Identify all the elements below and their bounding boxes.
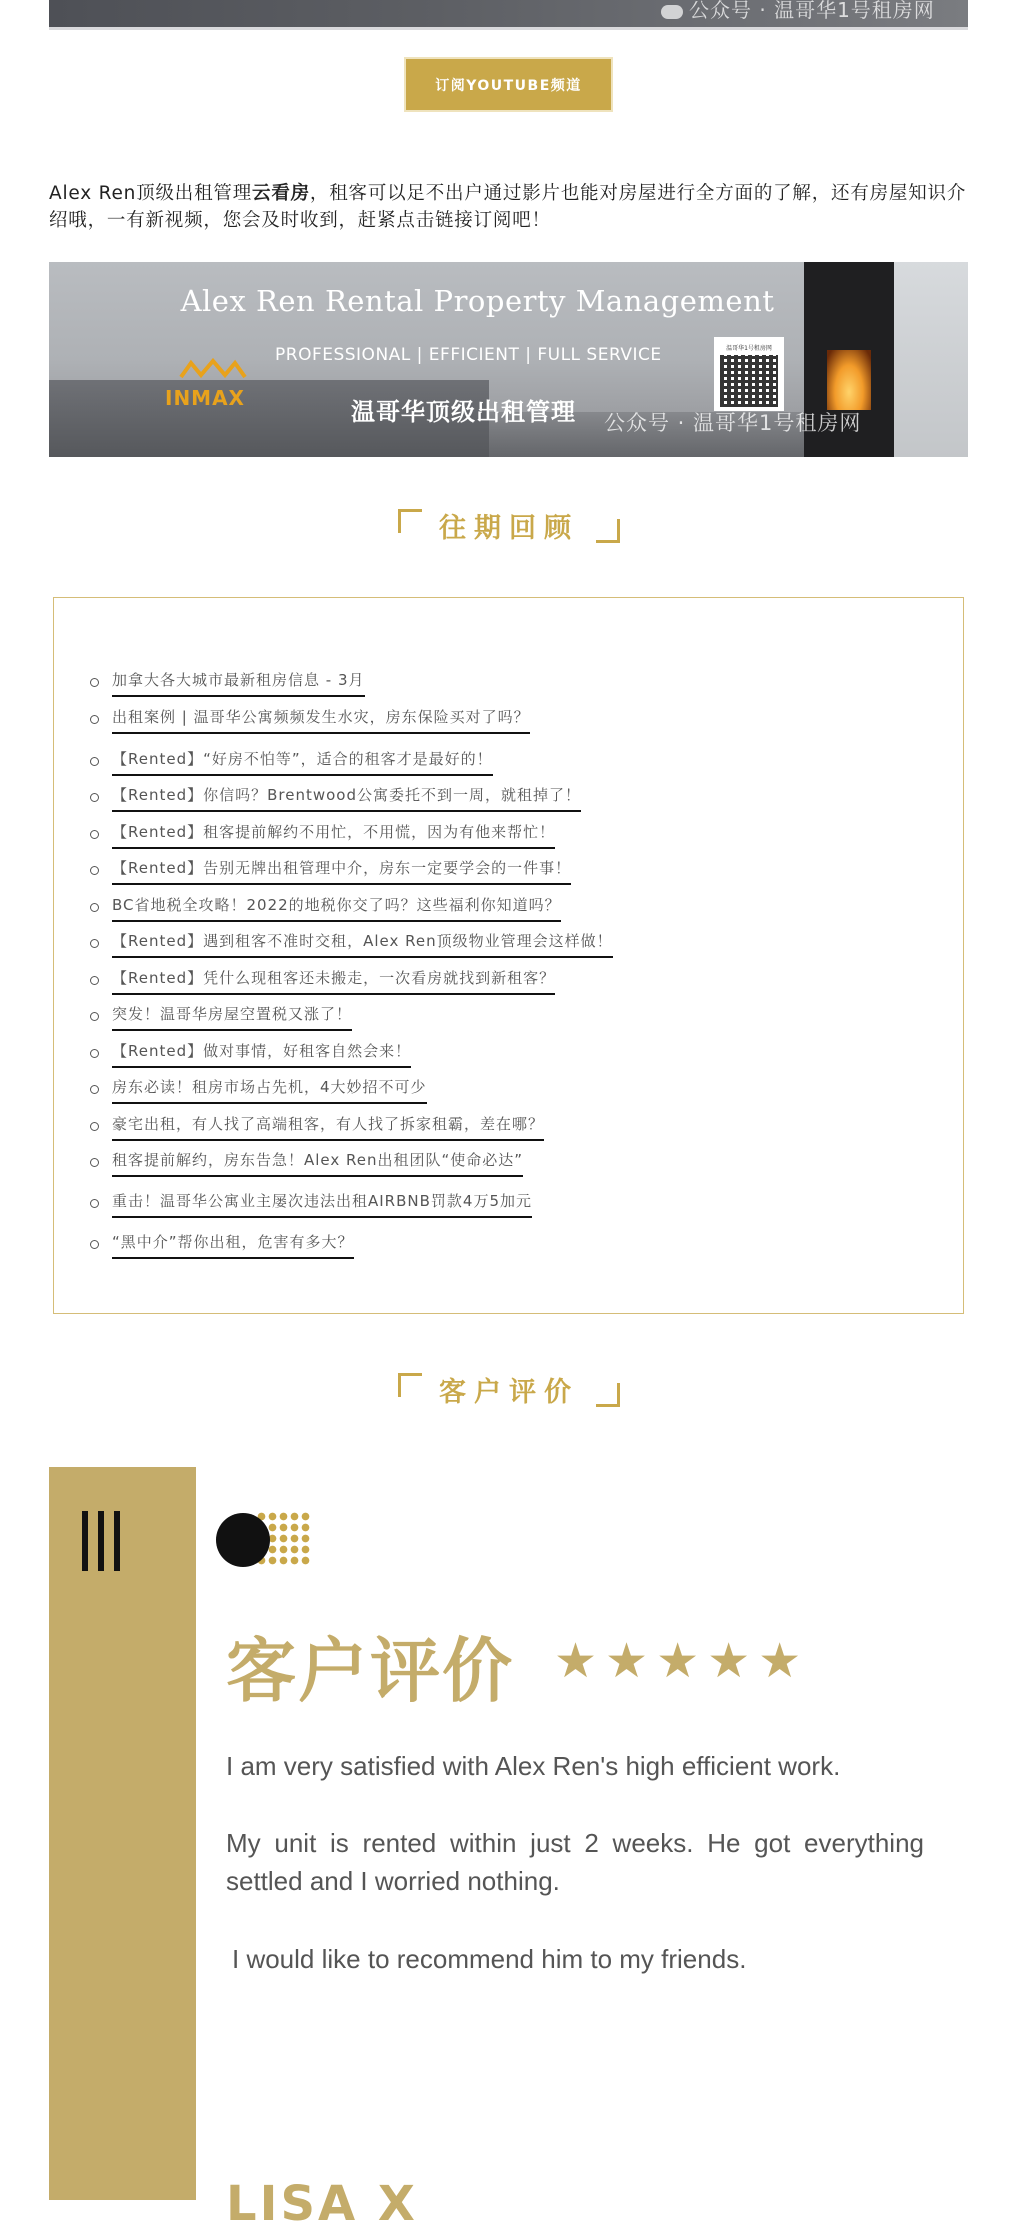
card-title: 客户评价 [226, 1630, 514, 1712]
list-item [90, 1231, 613, 1268]
list-item [90, 821, 613, 858]
bracket-left-icon [398, 509, 422, 533]
banner-subtitle: PROFESSIONAL | EFFICIENT | FULL SERVICE [275, 345, 662, 365]
top-watermark-text: 公众号 · 温哥华1号租房网 [689, 0, 935, 22]
star-icon: ★ [554, 1633, 598, 1689]
list-item [90, 706, 613, 748]
article-link[interactable]: 租客提前解约，房东告急！Alex Ren出租团队“使命必达” [112, 1149, 523, 1177]
list-item [90, 894, 613, 931]
qr-code [714, 337, 784, 411]
intro-bold: 云看房 [252, 183, 310, 204]
list-item [90, 1149, 613, 1190]
customer-review-card [49, 1467, 968, 2232]
list-item [90, 669, 613, 706]
list-item [90, 857, 613, 894]
article-link[interactable]: BC省地税全攻略！2022的地税你交了吗？这些福利你知道吗？ [112, 894, 561, 922]
past-articles-box [53, 597, 964, 1314]
bars-icon [82, 1511, 120, 1571]
banner-watermark: 公众号 · 温哥华1号租房网 [604, 411, 862, 435]
article-link[interactable]: 出租案例 | 温哥华公寓频频发生水灾，房东保险买对了吗？ [112, 706, 530, 734]
bracket-right-icon [596, 519, 620, 543]
intro-suffix: ，租客可以足不出户通过影片也能对房屋进行全方面的了解，还有房屋知识介绍哦，一有新视频，您会及时收到，赶紧点击链接订阅吧！ [49, 183, 967, 231]
banner-title: Alex Ren Rental Property Management [180, 284, 775, 318]
article-link[interactable]: 【Rented】你信吗？Brentwood公寓委托不到一周，就租掉了！ [112, 784, 581, 812]
bracket-right-icon [596, 1383, 620, 1407]
article-link[interactable]: 【Rented】租客提前解约不用忙，不用慌，因为有他来帮忙！ [112, 821, 555, 849]
past-review-title: 往期回顾 [439, 512, 579, 544]
past-articles-list [90, 669, 613, 1268]
article-link[interactable]: 【Rented】凭什么现租客还未搬走，一次看房就找到新租客？ [112, 967, 555, 995]
intro-prefix: Alex Ren顶级出租管理 [49, 183, 253, 204]
list-item [90, 967, 613, 1004]
banner-cn-title: 温哥华顶级出租管理 [351, 398, 576, 426]
article-link[interactable]: 豪宅出租，有人找了高端租客，有人找了拆家租霸，差在哪？ [112, 1113, 544, 1141]
card-side-band [49, 1467, 196, 2200]
past-review-heading [398, 507, 620, 543]
article-link[interactable]: 房东必读！租房市场占先机，4大妙招不可少 [112, 1076, 427, 1104]
banner-logo-text: INMAX [165, 386, 245, 410]
star-icon: ★ [758, 1633, 802, 1689]
bracket-left-icon [398, 1373, 422, 1397]
intro-paragraph [49, 180, 969, 234]
list-item [90, 748, 613, 785]
reviewer-signature: LISA X [226, 2176, 418, 2232]
circle-icon [216, 1513, 270, 1567]
banner-fire [827, 350, 871, 410]
article-link[interactable]: 【Rented】做对事情，好租客自然会来！ [112, 1040, 411, 1068]
list-item [90, 1113, 613, 1150]
list-item [90, 1003, 613, 1040]
top-watermark [661, 0, 935, 23]
customer-review-heading [398, 1371, 620, 1407]
review-paragraph: My unit is rented within just 2 weeks. He got everything settled and I worried nothing. [226, 1828, 924, 1896]
article-link[interactable]: 加拿大各大城市最新租房信息 - 3月 [112, 669, 365, 697]
rating-stars [554, 1633, 802, 1689]
list-item [90, 1076, 613, 1113]
article-link[interactable]: 【Rented】告别无牌出租管理中介，房东一定要学会的一件事！ [112, 857, 571, 885]
article-link[interactable]: 突发！温哥华房屋空置税又涨了！ [112, 1003, 352, 1031]
article-link[interactable]: 【Rented】遇到租客不准时交租，Alex Ren顶级物业管理会这样做！ [112, 930, 613, 958]
star-icon: ★ [656, 1633, 700, 1689]
customer-review-title: 客户评价 [439, 1376, 579, 1408]
list-item [90, 784, 613, 821]
article-link[interactable]: 重击！温哥华公寓业主屡次违法出租AIRBNB罚款4万5加元 [112, 1190, 532, 1218]
list-item [90, 1040, 613, 1077]
property-management-banner [49, 262, 968, 457]
star-icon: ★ [707, 1633, 751, 1689]
review-paragraph: I am very satisfied with Alex Ren's high efficient work. [226, 1751, 841, 1781]
star-icon: ★ [605, 1633, 649, 1689]
list-item [90, 930, 613, 967]
list-item [90, 1190, 613, 1231]
review-paragraph: I would like to recommend him to my friends. [232, 1944, 747, 1974]
top-image-strip [49, 0, 968, 30]
inmax-logo-icon [179, 357, 247, 379]
qr-code-icon [720, 355, 778, 407]
article-link[interactable]: “黑中介”帮你出租，危害有多大？ [112, 1231, 354, 1259]
qr-caption: 温哥华1号租房网 [726, 345, 772, 352]
wechat-icon [661, 5, 683, 19]
article-link[interactable]: 【Rented】“好房不怕等”，适合的租客才是最好的！ [112, 748, 493, 776]
subscribe-youtube-button[interactable]: 订阅YOUTUBE频道 [406, 59, 611, 110]
